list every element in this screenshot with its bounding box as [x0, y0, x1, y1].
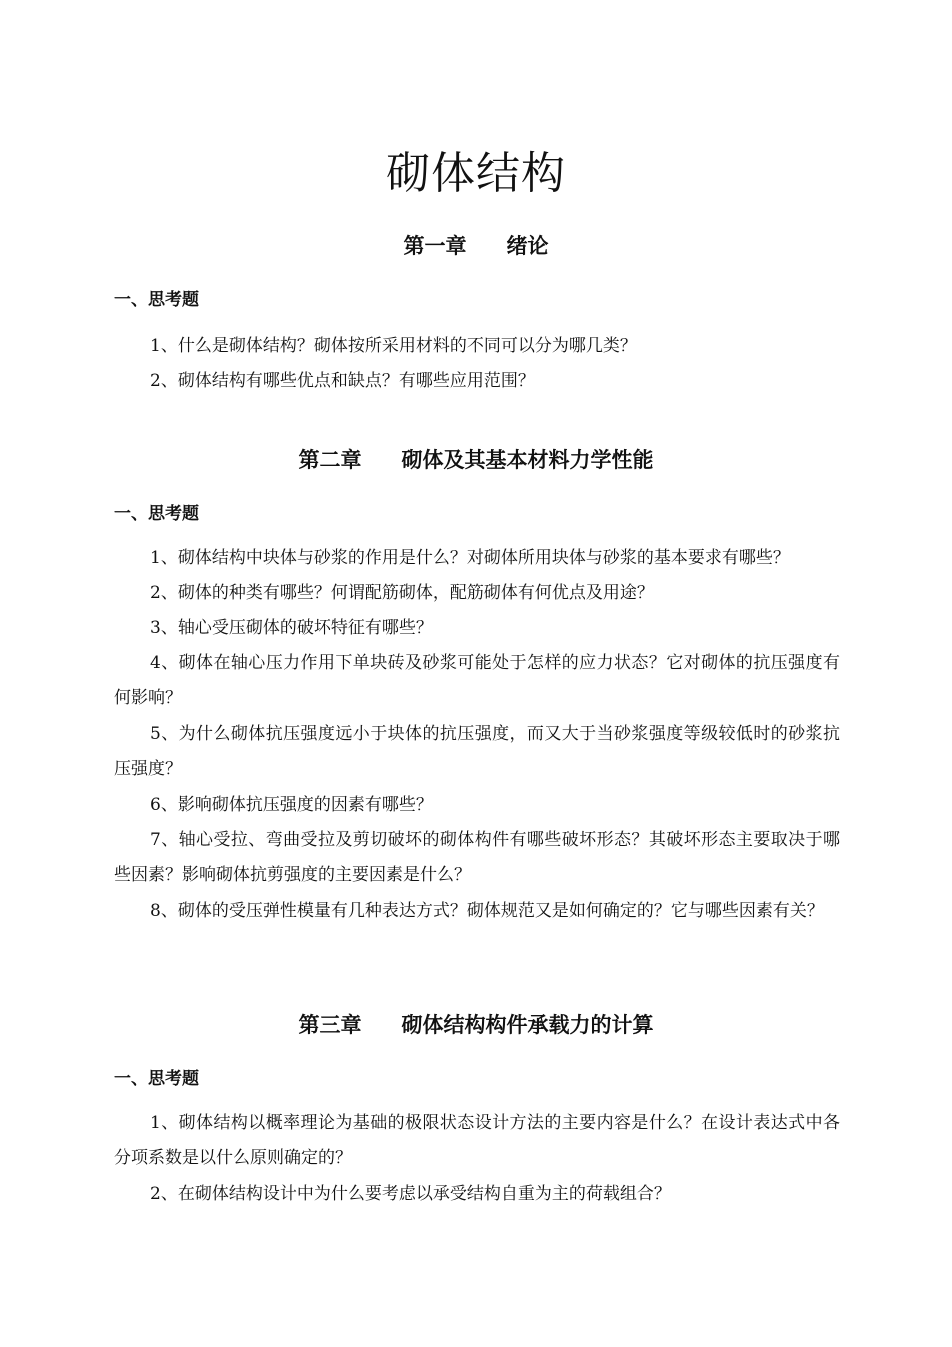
chapter-2-question-5: 5、为什么砌体抗压强度远小于块体的抗压强度，而又大于当砂浆强度等级较低时的砂浆抗压强度？: [114, 724, 840, 779]
document-title: 砌体结构: [386, 148, 566, 199]
chapter-2-question-2: 2、砌体的种类有哪些？何谓配筋砌体，配筋砌体有何优点及用途？: [150, 583, 654, 603]
chapter-2-question-1: 1、砌体结构中块体与砂浆的作用是什么？对砌体所用块体与砂浆的基本要求有哪些？: [150, 548, 790, 568]
chapter-3-question-2: 2、在砌体结构设计中为什么要考虑以承受结构自重为主的荷载组合？: [150, 1184, 671, 1204]
chapter-2-question-3: 3、轴心受压砌体的破坏特征有哪些？: [150, 618, 433, 638]
chapter-2-question-4: 4、砌体在轴心压力作用下单块砖及砂浆可能处于怎样的应力状态？它对砌体的抗压强度有何影响？: [114, 653, 840, 708]
chapter-3-section-heading: 一、思考题: [114, 1069, 199, 1089]
chapter-2-section-heading: 一、思考题: [114, 504, 199, 524]
chapter-2-question-8: 8、砌体的受压弹性模量有几种表达方式？砌体规范又是如何确定的？它与哪些因素有关？: [150, 901, 824, 921]
chapter-2-question-7: 7、轴心受拉、弯曲受拉及剪切破坏的砌体构件有哪些破坏形态？其破坏形态主要取决于哪些因素？影响砌体抗剪强度的主要因素是什么？: [114, 830, 840, 885]
chapter-3-heading: [0, 1010, 952, 1040]
chapter-3-number: 第三章: [298, 1013, 362, 1037]
chapter-1-title: 绪论: [506, 234, 549, 258]
chapter-1-question-2: 2、砌体结构有哪些优点和缺点？有哪些应用范围？: [150, 371, 535, 391]
chapter-2-heading: [0, 445, 952, 475]
chapter-2-number: 第二章: [298, 448, 362, 472]
chapter-3-question-1: 1、砌体结构以概率理论为基础的极限状态设计方法的主要内容是什么？在设计表达式中各分项系数是以什么原则确定的？: [114, 1113, 840, 1168]
chapter-1-heading: [0, 231, 952, 261]
chapter-2-title: 砌体及其基本材料力学性能: [401, 448, 654, 472]
chapter-2-question-6: 6、影响砌体抗压强度的因素有哪些？: [150, 795, 433, 815]
chapter-3-title: 砌体结构构件承载力的计算: [401, 1013, 654, 1037]
chapter-1-section-heading: 一、思考题: [114, 290, 199, 310]
chapter-1-question-1: 1、什么是砌体结构？砌体按所采用材料的不同可以分为哪几类？: [150, 336, 637, 356]
chapter-1-number: 第一章: [403, 234, 467, 258]
